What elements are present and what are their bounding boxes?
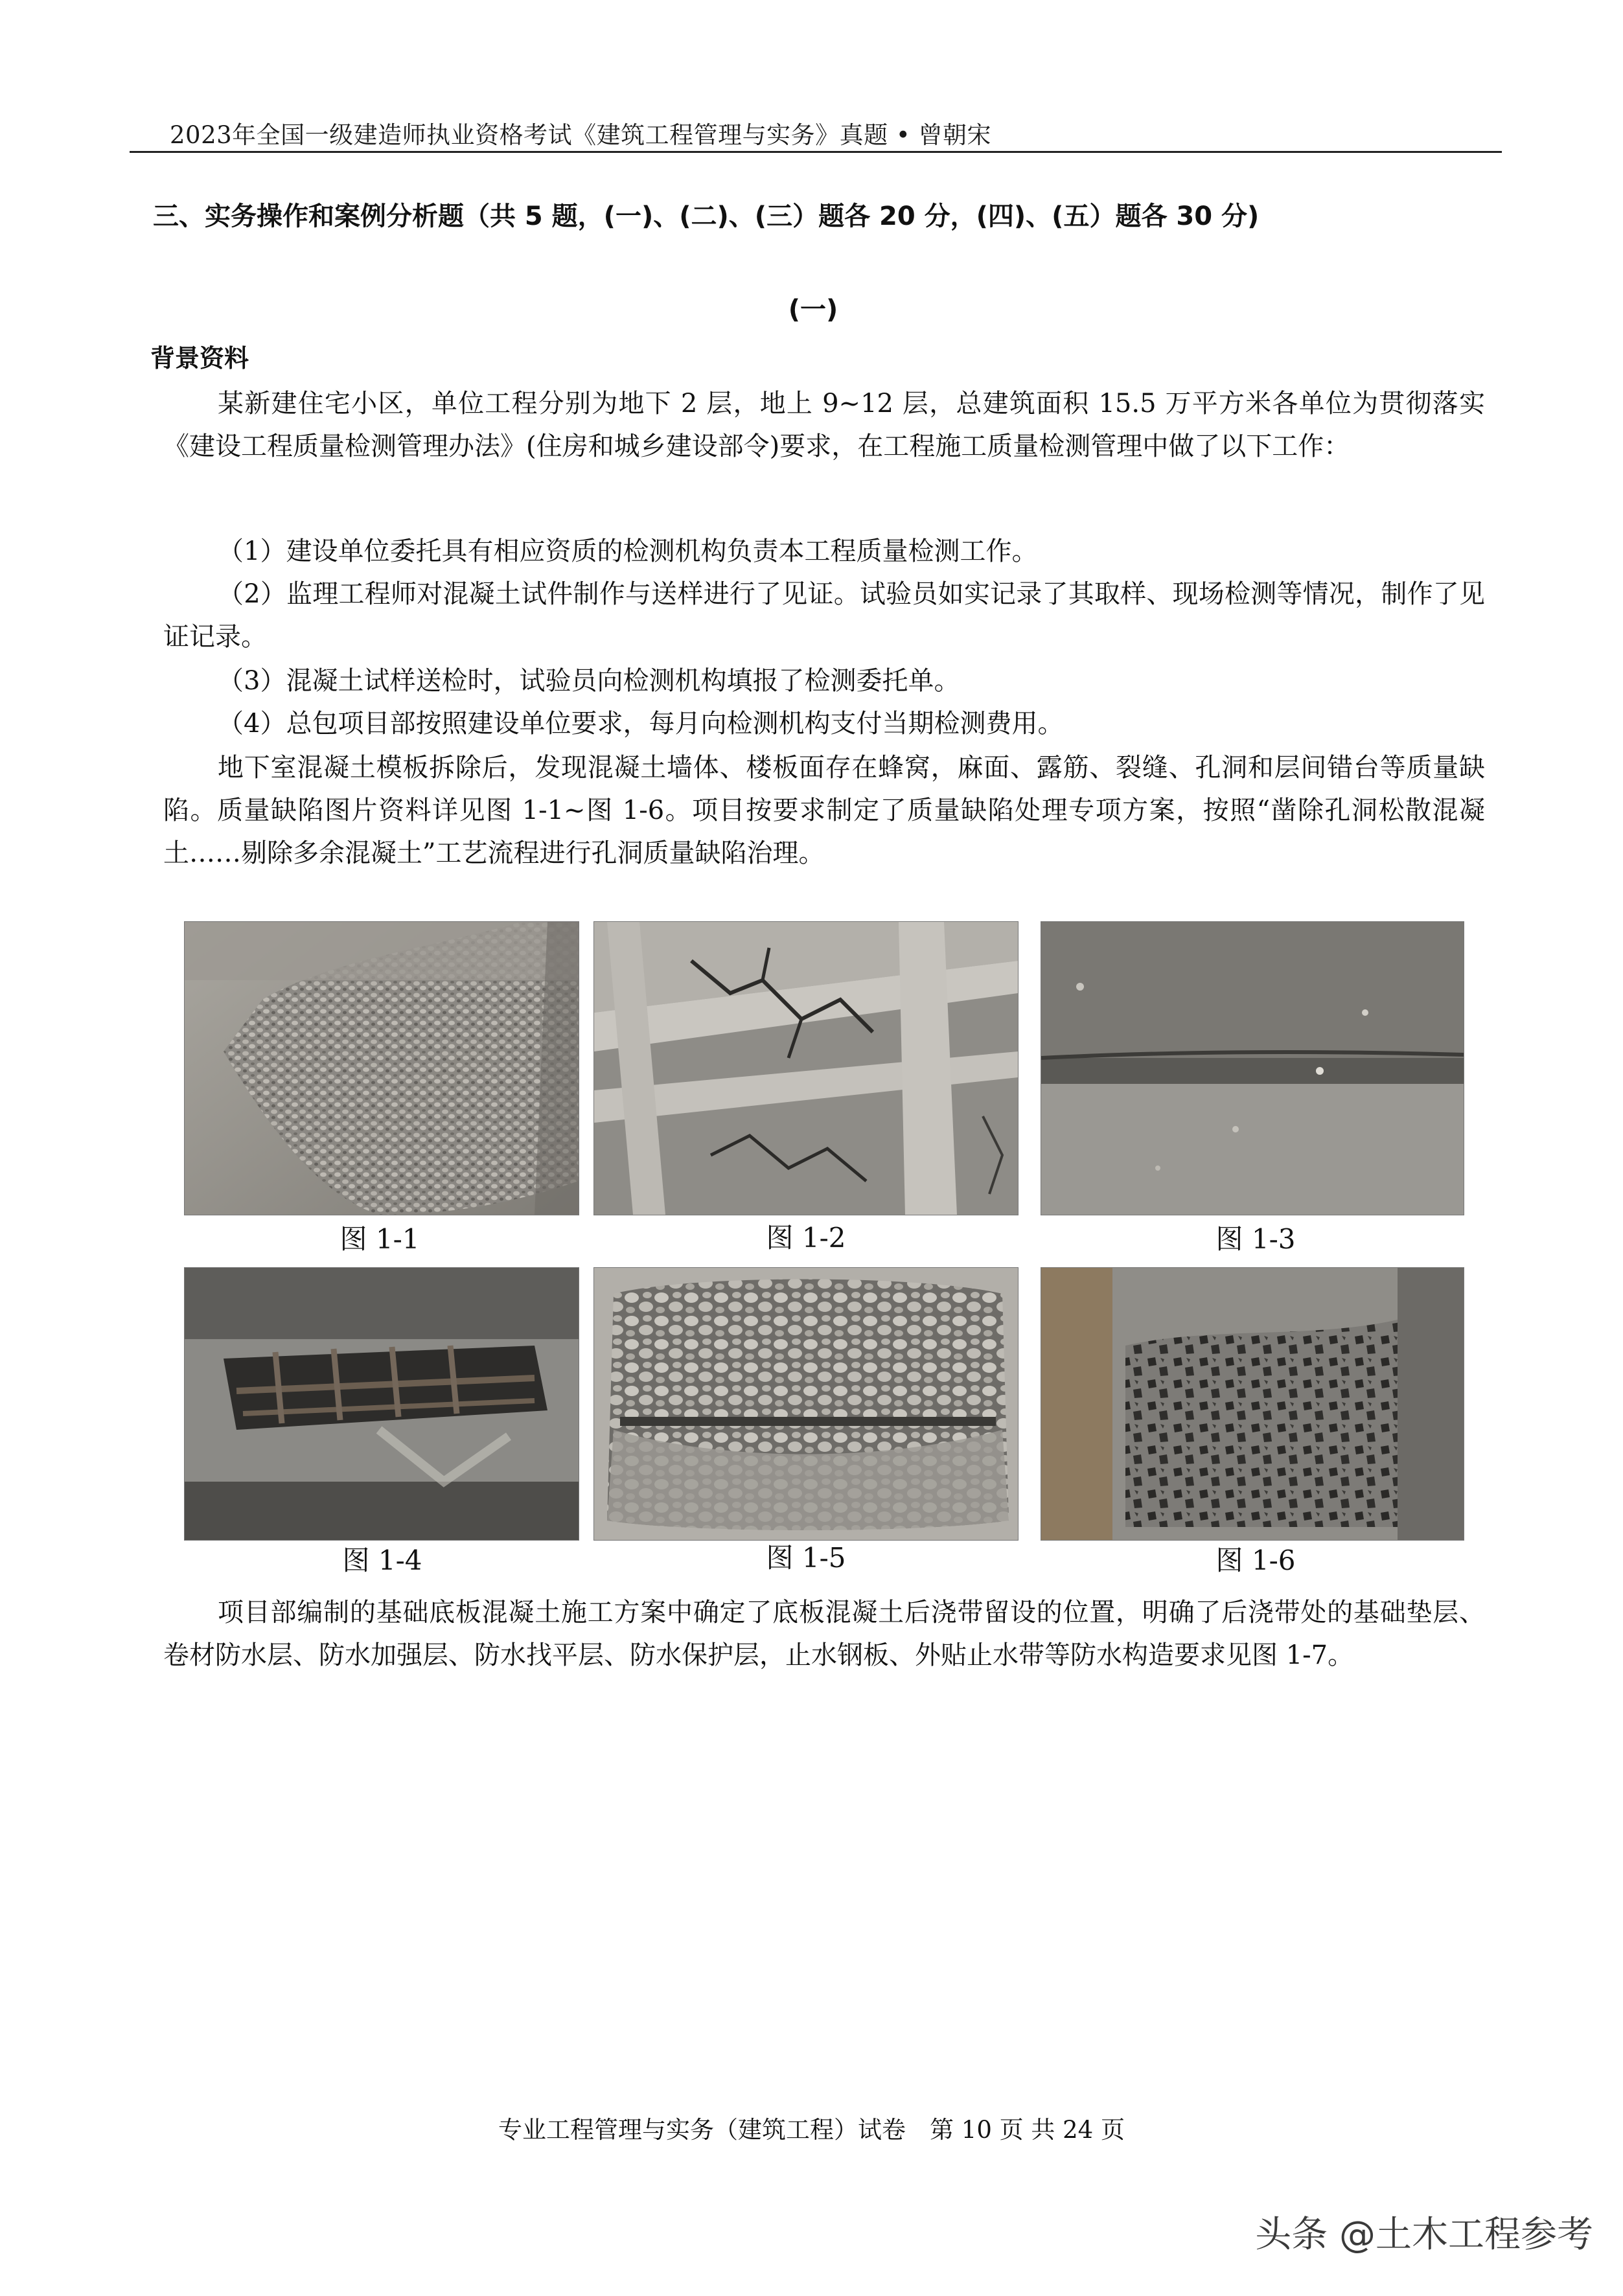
photo-concrete-hole [593,1267,1019,1541]
figure-caption-1-2: 图 1-2 [766,1222,846,1254]
figure-caption-1-6: 图 1-6 [1215,1544,1296,1576]
photo-cracked-slab [593,921,1019,1215]
list-item-3: （3）混凝土试样送检时，试验员向检测机构填报了检测委托单。 [218,666,960,696]
figure-caption-1-5: 图 1-5 [766,1542,846,1574]
list-item-2: （2）监理工程师对混凝土试件制作与送样进行了见证。试验员如实记录了其取样、现场检测等情况，制作了见证记录。 [163,579,1485,652]
photo-honeycomb-wall [184,921,579,1215]
list-item-4: （4）总包项目部按照建设单位要求，每月向检测机构支付当期检测费用。 [218,709,1064,739]
figure-caption-1-1: 图 1-1 [340,1223,420,1255]
photo-exposed-rebar [184,1267,579,1541]
section-title: 三、实务操作和案例分析题（共 5 题，(一)、(二)、(三）题各 20 分，(四)、(五）题各 30 分) [153,201,1260,231]
photo-layer-misalignment [1041,921,1464,1215]
page-footer: 专业工程管理与实务（建筑工程）试卷 第 10 页 共 24 页 [498,2116,1125,2144]
photo-honeycomb-column [1041,1267,1464,1541]
paragraph-waterproofing: 项目部编制的基础底板混凝土施工方案中确定了底板混凝土后浇带留设的位置，明确了后浇带处的基础垫层、卷材防水层、防水加强层、防水找平层、防水保护层，止水钢板、外贴止水带等防水构造要求见图 1-7。 [163,1598,1485,1670]
watermark: 头条 @土木工程参考 [1255,2214,1593,2256]
running-header: 2023年全国一级建造师执业资格考试《建筑工程管理与实务》真题 • 曾朝宋 [170,121,992,149]
paragraph-defects: 地下室混凝土模板拆除后，发现混凝土墙体、楼板面存在蜂窝，麻面、露筋、裂缝、孔洞和层间错台等质量缺陷。质量缺陷图片资料详见图 1-1~图 1-6。项目按要求制定了质量缺陷处理专项方案，按照“凿除孔洞松散混凝土……剔除多余混凝土”工艺流程进行孔洞质量缺陷治理。 [163,753,1485,868]
figure-caption-1-3: 图 1-3 [1215,1223,1296,1255]
list-item-1: （1）建设单位委托具有相应资质的检测机构负责本工程质量检测工作。 [218,536,1038,566]
header-divider [130,151,1502,153]
paragraph-intro: 某新建住宅小区，单位工程分别为地下 2 层，地上 9~12 层，总建筑面积 15.5 万平方米各单位为贯彻落实《建设工程质量检测管理办法》(住房和城乡建设部令)要求，在工程施工质量检测管理中做了以下工作： [163,389,1485,461]
figure-caption-1-4: 图 1-4 [342,1544,422,1576]
case-number: (一) [788,295,838,325]
background-label: 背景资料 [150,344,249,373]
